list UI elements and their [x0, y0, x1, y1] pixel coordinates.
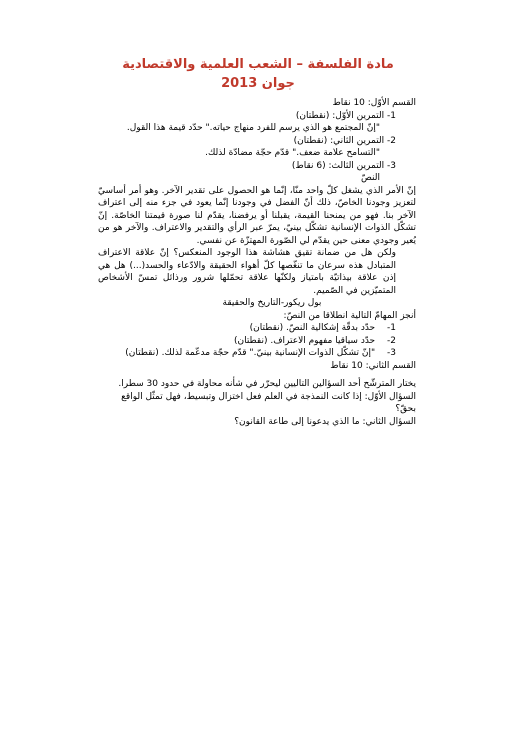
exam-date: جوان 2013 — [221, 76, 295, 91]
task-text: حدّد سياقيا مفهوم الاعتراف. (نقطتان) — [233, 335, 376, 346]
task-item — [98, 322, 416, 335]
exercise2-text: "التسامح علامة ضعف." قدّم حجّة مضادّة لذلك. — [205, 148, 380, 158]
exercise3-label: 3- التمرين الثالث: (6 نقاط) — [291, 160, 396, 171]
task-item — [98, 347, 416, 360]
question-2: السؤال الثاني: ما الذي يدعونا إلى طاعة القانون؟ — [234, 416, 416, 427]
task-text: حدّد بدقّة إشكالية النصّ. (نقطتان) — [249, 323, 376, 333]
task-item — [98, 335, 416, 348]
text-paragraph-2: ولكن هل من ضمانة تقيق هشاشة هذا الوجود المنعكس؟ إنّ علاقة الاعتراف المتبادل هذه سرعان ما تنغّصها كلّ أهواء الحقيقة والادّعاء والحسد(...) هل هي إذن علاقة بيذاتيّة بامتياز ولكنّها علاقة تحمّلها شرور ورذائل تمسّ الأشخاص المتميّزين في الصّميم. — [98, 248, 396, 296]
exercise2-label: 2- التمرين الثاني: (نقطتان) — [293, 135, 396, 146]
text-author: بول ريكور-التاريخ والحقيقة — [222, 298, 322, 308]
page-title: مادة الفلسفة – الشعب العلمية والاقتصادية — [122, 57, 394, 72]
task-text: "إنّ تشكّل الذوات الإنسانية بينيّ." قدّم حجّة مدعّمة لذلك. (نقطتان) — [125, 348, 376, 358]
tasks-intro: أنجز المهامّ التالية انطلاقا من النصّ: — [283, 310, 416, 321]
exercise1-text: "إنّ المجتمع هو الذي يرسم للفرد منهاج حياته." حدّد قيمة هذا القول. — [126, 123, 380, 133]
exam-content — [98, 97, 416, 428]
text-paragraph-1: إنّ الأمر الذي يشغل كلّ واحد منّا، إنّما هو الحصول على تقدير الآخر. وهو أمر أساسيّ لتعزيز وجودنا الخاصّ، ذلك أنّ الفضل في وجودنا إنّما يعود في جزء منه إلى اعتراف الآخر بنا. فهو من يمنحنا القيمة، يقبلنا أو يرفضنا، يقدّم لنا صورة قيمتنا الخاصّة. إنّ تشكّل الذوات الإنسانية تشكّل بينيّ، يمرّ عبر الرأي والتقدير والاعتراف. والآخر هو من يُعير وجودي معنى حين يقدّم لي الصّورة المهتزّة عن نفسي. — [98, 185, 416, 246]
question-1: السؤال الأوّل: إذا كانت النمذجة في العلم فعل اختزال وتبسيط، فهل تمثّل الواقع بحقّ؟ — [121, 391, 416, 414]
task-number: 2- — [387, 335, 396, 346]
task-number: 1- — [387, 323, 396, 333]
part2-heading: القسم الثاني: 10 نقاط — [330, 360, 416, 371]
part1-heading: القسم الأوّل: 10 نقاط — [332, 98, 416, 108]
text-label: النصّ — [361, 173, 380, 183]
exercise1-label: 1- التمرين الأوّل: (نقطتان) — [295, 110, 396, 121]
task-number: 3- — [387, 348, 396, 358]
part2-instruction: يختار المترشّح أحد السؤالين التاليين ليحرّر في شأنه محاولة في حدود 30 سطرا. — [118, 379, 416, 389]
